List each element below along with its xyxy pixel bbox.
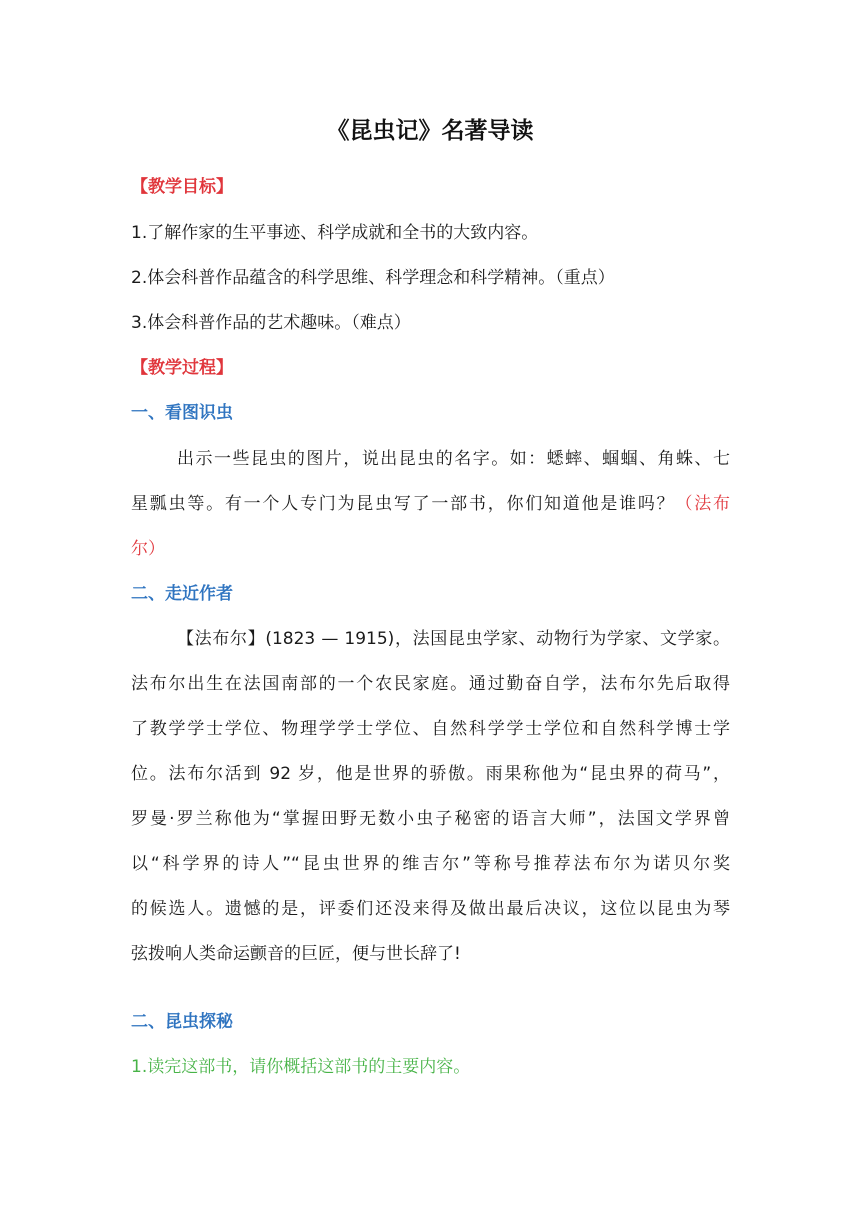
process-heading: 【教学过程】 [131,358,233,378]
section-1-paragraph-line: 出示一些昆虫的图片，说出昆虫的名字。如：蟋蟀、蝈蝈、角蛛、七 [177,449,730,469]
author-paragraph-line: 了教学学士学位、物理学学士学位、自然科学学士学位和自然科学博士学 [131,719,730,739]
author-paragraph-line: 的候选人。遗憾的是，评委们还没来得及做出最后决议，这位以昆虫为琴 [131,899,730,919]
section-1-paragraph-line [131,493,730,515]
author-paragraph-line: 【法布尔】(1823 — 1915)，法国昆虫学家、动物行为学家、文学家。 [177,629,730,649]
goals-heading: 【教学目标】 [131,177,233,197]
author-paragraph-line: 罗曼·罗兰称他为“掌握田野无数小虫子秘密的语言大师”，法国文学界曾 [131,809,730,829]
answer-text: （法布 [675,494,731,514]
author-paragraph-line: 以“科学界的诗人”“昆虫世界的维吉尔”等称号推荐法布尔为诺贝尔奖 [131,854,730,874]
section-1-heading: 一、看图识虫 [131,403,233,423]
author-paragraph-line: 法布尔出生在法国南部的一个农民家庭。通过勤奋自学，法布尔先后取得 [131,674,730,694]
author-paragraph-line: 位。法布尔活到 92 岁，他是世界的骄傲。雨果称他为“昆虫界的荷马”， [131,764,730,784]
goal-item-1: 1.了解作家的生平事迹、科学成就和全书的大致内容。 [131,223,539,243]
document-title: 《昆虫记》名著导读 [326,118,534,144]
author-paragraph-line: 弦拨响人类命运颤音的巨匠，便与世长辞了! [131,944,461,964]
section-1-text: 星瓢虫等。有一个人专门为昆虫写了一部书，你们知道他是谁吗？ [131,494,676,514]
answer-text-continued: 尔） [131,539,165,559]
section-3-question-1: 1.读完这部书，请你概括这部书的主要内容。 [131,1057,471,1077]
goal-item-3: 3.体会科普作品的艺术趣味。（难点） [131,313,411,333]
section-2-heading: 二、走近作者 [131,584,233,604]
section-3-heading: 二、昆虫探秘 [131,1012,233,1032]
goal-item-2: 2.体会科普作品蕴含的科学思维、科学理念和科学精神。（重点） [131,268,615,288]
